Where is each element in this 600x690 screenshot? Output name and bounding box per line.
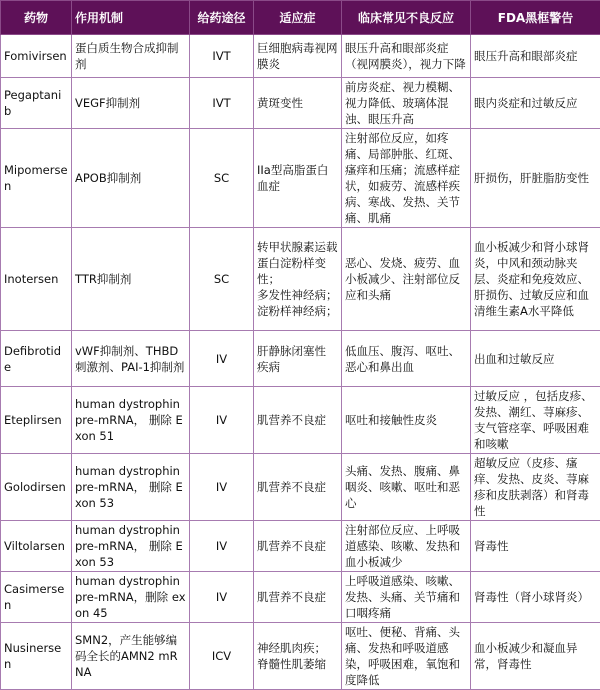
header-warning: FDA黑框警告 bbox=[471, 1, 600, 35]
cell-mechanism: human dystrophin pre-mRNA，删除 exon 45 bbox=[72, 572, 190, 623]
cell-indication: 肝静脉闭塞性 疾病 bbox=[254, 331, 342, 387]
cell-indication: 神经肌肉疾； 脊髓性肌萎缩 bbox=[254, 623, 342, 690]
cell-warning: 肾毒性 bbox=[471, 521, 600, 572]
table-row bbox=[1, 521, 600, 572]
header-adverse: 临床常见不良反应 bbox=[342, 1, 471, 35]
cell-indication: 肌营养不良症 bbox=[254, 572, 342, 623]
cell-warning: 出血和过敏反应 bbox=[471, 331, 600, 387]
cell-route: IV bbox=[190, 331, 254, 387]
cell-drug: Viltolarsen bbox=[1, 521, 72, 572]
cell-route: IVT bbox=[190, 78, 254, 129]
cell-adverse: 眼压升高和眼部炎症（视网膜炎），视力下降 bbox=[342, 35, 471, 78]
table-row bbox=[1, 78, 600, 129]
cell-warning: 血小板减少和凝血异常，肾毒性 bbox=[471, 623, 600, 690]
cell-warning: 眼内炎症和过敏反应 bbox=[471, 78, 600, 129]
table-row bbox=[1, 129, 600, 228]
cell-indication: 黄斑变性 bbox=[254, 78, 342, 129]
cell-mechanism: vWF抑制剂、THBD刺激剂、PAI-1抑制剂 bbox=[72, 331, 190, 387]
cell-route: SC bbox=[190, 129, 254, 228]
cell-warning: 血小板减少和肾小球肾炎，中风和颈动脉夹层、炎症和免疫效应、肝损伤、过敏反应和血清维生素A水平降低 bbox=[471, 228, 600, 331]
table-row bbox=[1, 35, 600, 78]
cell-drug: Golodirsen bbox=[1, 454, 72, 521]
cell-route: IV bbox=[190, 521, 254, 572]
cell-mechanism: TTR抑制剂 bbox=[72, 228, 190, 331]
cell-route: SC bbox=[190, 228, 254, 331]
cell-drug: Defibrotide bbox=[1, 331, 72, 387]
header-indication: 适应症 bbox=[254, 1, 342, 35]
cell-drug: Fomivirsen bbox=[1, 35, 72, 78]
cell-adverse: 呕吐和接触性皮炎 bbox=[342, 387, 471, 454]
cell-drug: Mipomersen bbox=[1, 129, 72, 228]
cell-indication: 肌营养不良症 bbox=[254, 387, 342, 454]
cell-mechanism: human dystrophin pre-mRNA， 删除 Exon 53 bbox=[72, 454, 190, 521]
cell-route: IV bbox=[190, 387, 254, 454]
table-row bbox=[1, 228, 600, 331]
table-row bbox=[1, 572, 600, 623]
cell-drug: Casimersen bbox=[1, 572, 72, 623]
cell-adverse: 注射部位反应，如疼痛、局部肿胀、红斑、瘙痒和压痛；流感样症状，如疲劳、流感样疾病、寒战、发热、关节痛、肌痛 bbox=[342, 129, 471, 228]
cell-warning: 肾毒性（肾小球肾炎） bbox=[471, 572, 600, 623]
cell-drug: Pegaptanib bbox=[1, 78, 72, 129]
header-drug: 药物 bbox=[1, 1, 72, 35]
cell-warning: 超敏反应（皮疹、瘙痒、发热、皮炎、荨麻疹和皮肤剥落）和肾毒性 bbox=[471, 454, 600, 521]
cell-drug: Inotersen bbox=[1, 228, 72, 331]
cell-mechanism: human dystrophin pre-mRNA， 删除 Exon 53 bbox=[72, 521, 190, 572]
cell-route: IV bbox=[190, 572, 254, 623]
cell-indication: 巨细胞病毒视网膜炎 bbox=[254, 35, 342, 78]
cell-adverse: 注射部位反应、上呼吸道感染、咳嗽、发热和血小板减少 bbox=[342, 521, 471, 572]
cell-indication: 肌营养不良症 bbox=[254, 454, 342, 521]
cell-adverse: 头痛、发热、腹痛、鼻咽炎、咳嗽、呕吐和恶心 bbox=[342, 454, 471, 521]
cell-route: IVT bbox=[190, 35, 254, 78]
cell-adverse: 前房炎症、视力模糊、视力降低、玻璃体混浊、眼压升高 bbox=[342, 78, 471, 129]
table-row bbox=[1, 623, 600, 690]
cell-drug: Eteplirsen bbox=[1, 387, 72, 454]
cell-indication: 转甲状腺素运载蛋白淀粉样变性； 多发性神经病； 淀粉样神经病； bbox=[254, 228, 342, 331]
cell-mechanism: APOB抑制剂 bbox=[72, 129, 190, 228]
cell-adverse: 恶心、发烧、疲劳、血小板减少、注射部位反应和头痛 bbox=[342, 228, 471, 331]
cell-adverse: 呕吐、便秘、背痛、头痛、发热和呼吸道感染，呼吸困难，氧饱和度降低 bbox=[342, 623, 471, 690]
cell-mechanism: 蛋白质生物合成抑制剂 bbox=[72, 35, 190, 78]
table-row bbox=[1, 387, 600, 454]
cell-indication: IIa型高脂蛋白血症 bbox=[254, 129, 342, 228]
table-header-row bbox=[1, 1, 600, 35]
cell-adverse: 上呼吸道感染、咳嗽、发热、头痛、关节痛和口咽疼痛 bbox=[342, 572, 471, 623]
cell-adverse: 低血压、腹泻、呕吐、恶心和鼻出血 bbox=[342, 331, 471, 387]
cell-warning: 肝损伤，肝脏脂肪变性 bbox=[471, 129, 600, 228]
header-mechanism: 作用机制 bbox=[72, 1, 190, 35]
cell-drug: Nusinersen bbox=[1, 623, 72, 690]
cell-mechanism: SMN2，产生能够编码全长的AMN2 mRNA bbox=[72, 623, 190, 690]
cell-route: IV bbox=[190, 454, 254, 521]
header-route: 给药途径 bbox=[190, 1, 254, 35]
table-row bbox=[1, 331, 600, 387]
cell-route: ICV bbox=[190, 623, 254, 690]
table-row bbox=[1, 454, 600, 521]
cell-warning: 眼压升高和眼部炎症 bbox=[471, 35, 600, 78]
cell-mechanism: human dystrophin pre-mRNA， 删除 Exon 51 bbox=[72, 387, 190, 454]
cell-warning: 过敏反应 ，包括皮疹、发热、潮红、荨麻疹、支气管痉挛、呼吸困难和咳嗽 bbox=[471, 387, 600, 454]
cell-indication: 肌营养不良症 bbox=[254, 521, 342, 572]
cell-mechanism: VEGF抑制剂 bbox=[72, 78, 190, 129]
